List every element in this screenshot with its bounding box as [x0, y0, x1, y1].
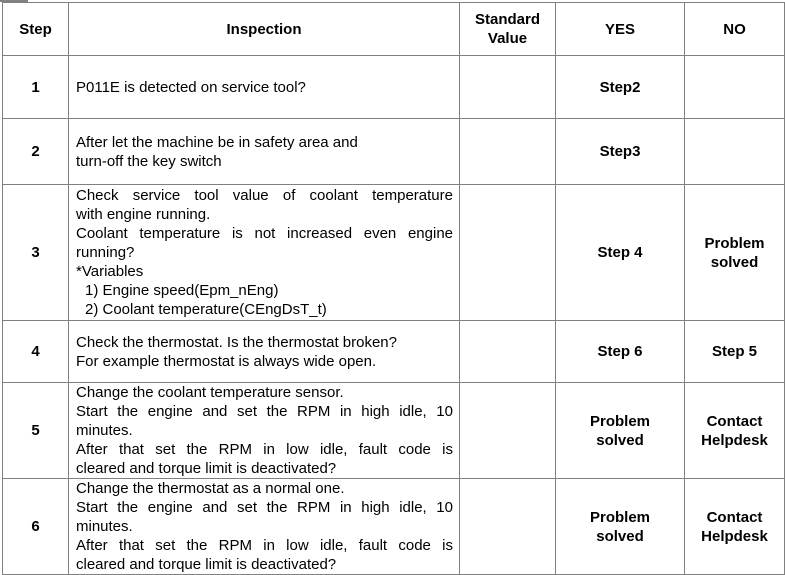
diagnostic-table: [2, 2, 785, 575]
table-row: [3, 119, 785, 185]
no-cell: [685, 56, 785, 119]
standard-value-cell: [460, 185, 556, 321]
table-row: [3, 383, 785, 479]
inspection-line: Check the thermostat. Is the thermostat broken?: [76, 333, 397, 351]
yes-cell: [556, 185, 685, 321]
inspection-line: minutes.: [76, 422, 133, 439]
no-text: Helpdesk: [701, 527, 768, 545]
inspection-cell: [69, 479, 460, 575]
inspection-line: minutes.: [76, 518, 133, 535]
inspection-line: After that set the RPM in low idle, fault code is: [76, 441, 453, 458]
inspection-line: Change the thermostat as a normal one.: [76, 480, 345, 497]
header-yes: YES: [556, 3, 685, 56]
yes-cell: [556, 383, 685, 479]
inspection-cell: [69, 383, 460, 479]
step-number: 1: [3, 56, 69, 119]
inspection-cell: [69, 321, 460, 383]
step-number: 4: [3, 321, 69, 383]
no-text: Contact: [706, 508, 763, 526]
no-text: solved: [710, 253, 759, 271]
header-step: Step: [3, 3, 69, 56]
no-cell: [685, 185, 785, 321]
no-text: Problem: [704, 234, 765, 252]
header-standard-value-line1: Standard: [474, 11, 540, 28]
inspection-line: running?: [76, 244, 135, 261]
no-cell: [685, 479, 785, 575]
standard-value-cell: [460, 479, 556, 575]
yes-text: Step3: [599, 143, 641, 160]
yes-text: Step2: [599, 78, 641, 96]
inspection-line: After that set the RPM in low idle, fault code is: [76, 537, 453, 554]
inspection-line: with engine running.: [76, 206, 211, 223]
inspection-cell: [69, 56, 460, 119]
inspection-line: Change the coolant temperature sensor.: [76, 384, 344, 401]
inspection-line: cleared and torque limit is deactivated?: [76, 556, 337, 573]
inspection-cell: [69, 119, 460, 185]
yes-cell: [556, 321, 685, 383]
standard-value-cell: [460, 56, 556, 119]
yes-cell: [556, 479, 685, 575]
inspection-line: Check service tool value of coolant temperature: [76, 187, 453, 204]
yes-text: solved: [596, 431, 644, 449]
step-number: 5: [3, 383, 69, 479]
header-standard-value-line2: Value: [487, 30, 528, 47]
header-standard-value: [460, 3, 556, 56]
yes-text: solved: [596, 527, 644, 545]
header-row: [3, 3, 785, 56]
yes-text: Problem: [589, 412, 650, 430]
inspection-line: Coolant temperature is not increased even engine: [76, 225, 453, 242]
yes-cell: [556, 56, 685, 119]
standard-value-cell: [460, 321, 556, 383]
yes-cell: [556, 119, 685, 185]
yes-text: Step 6: [597, 343, 643, 360]
inspection-line: Start the engine and set the RPM in high idle, 10: [76, 499, 453, 516]
yes-text: Problem: [589, 508, 650, 526]
header-inspection: Inspection: [69, 3, 460, 56]
no-text: Helpdesk: [701, 431, 768, 449]
table-row: [3, 321, 785, 383]
table-row: [3, 185, 785, 321]
inspection-line: *Variables: [76, 263, 144, 280]
no-cell: [685, 119, 785, 185]
yes-text: Step 4: [597, 244, 643, 261]
step-number: 3: [3, 185, 69, 321]
inspection-line: turn-off the key switch: [76, 152, 222, 170]
standard-value-cell: [460, 383, 556, 479]
inspection-line: Start the engine and set the RPM in high idle, 10: [76, 403, 453, 420]
inspection-line: 1) Engine speed(Epm_nEng): [85, 282, 279, 299]
inspection-cell: [69, 185, 460, 321]
no-text: Step 5: [711, 343, 757, 360]
no-cell: [685, 321, 785, 383]
inspection-line: P011E is detected on service tool?: [76, 78, 306, 96]
table-row: [3, 479, 785, 575]
no-text: Contact: [706, 412, 763, 430]
inspection-line: cleared and torque limit is deactivated?: [76, 460, 337, 477]
inspection-line: After let the machine be in safety area and: [76, 133, 358, 151]
inspection-line: 2) Coolant temperature(CEngDsT_t): [85, 301, 327, 318]
step-number: 2: [3, 119, 69, 185]
standard-value-cell: [460, 119, 556, 185]
inspection-line: For example thermostat is always wide open.: [76, 352, 377, 370]
table-row: [3, 56, 785, 119]
header-no: NO: [685, 3, 785, 56]
step-number: 6: [3, 479, 69, 575]
no-cell: [685, 383, 785, 479]
